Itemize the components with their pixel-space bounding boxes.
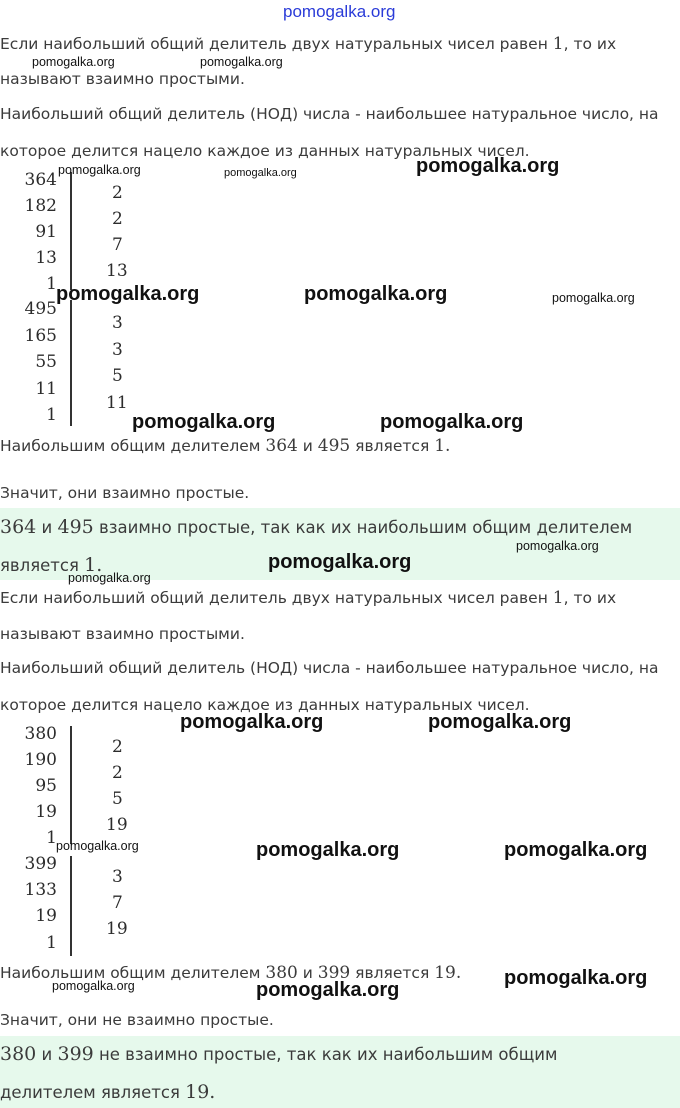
definition-line-2: называют взаимно простыми. <box>0 70 245 88</box>
answer-box <box>0 1036 680 1108</box>
watermark: pomogalka.org <box>224 167 297 179</box>
factor-left: 1 <box>46 274 57 294</box>
factor-left: 91 <box>35 222 57 242</box>
factor-right: 7 <box>112 235 123 255</box>
definition-line-2: называют взаимно простыми. <box>0 625 245 643</box>
definition-line-1: Если наибольший общий делитель двух натуральных чисел равен 1, то их <box>0 34 617 54</box>
site-header-link[interactable]: pomogalka.org <box>283 2 396 21</box>
definition-line-1: Если наибольший общий делитель двух натуральных чисел равен 1, то их <box>0 588 617 608</box>
factor-left: 95 <box>35 776 57 796</box>
watermark: pomogalka.org <box>56 839 139 853</box>
factor-left: 182 <box>24 196 57 216</box>
factor-right: 11 <box>106 393 128 413</box>
watermark: pomogalka.org <box>516 539 599 553</box>
gcd-definition-line-2: которое делится нацело каждое из данных натуральных чисел. <box>0 142 530 160</box>
factor-right: 19 <box>106 815 128 835</box>
factor-left: 399 <box>24 854 57 874</box>
watermark: pomogalka.org <box>268 551 412 573</box>
factor-divider <box>70 300 72 426</box>
factor-right: 2 <box>112 737 123 757</box>
watermark: pomogalka.org <box>56 283 200 305</box>
gcd-result: Наибольшим общим делителем 380 и 399 является 19. <box>0 963 462 983</box>
factor-divider <box>70 172 72 290</box>
conclusion: Значит, они не взаимно простые. <box>0 1011 274 1029</box>
answer-line-1: 380 и 399 не взаимно простые, так как их наибольшим общим <box>0 1043 558 1065</box>
factor-right: 5 <box>112 789 123 809</box>
factor-left: 364 <box>24 170 57 190</box>
factor-left: 55 <box>35 352 57 372</box>
watermark: pomogalka.org <box>52 979 135 993</box>
factor-left: 11 <box>35 379 57 399</box>
factor-left: 13 <box>35 248 57 268</box>
factor-divider <box>70 726 72 844</box>
watermark: pomogalka.org <box>256 979 400 1001</box>
watermark: pomogalka.org <box>552 291 635 305</box>
watermark: pomogalka.org <box>504 839 648 861</box>
gcd-result: Наибольшим общим делителем 364 и 495 является 1. <box>0 436 451 456</box>
watermark: pomogalka.org <box>180 711 324 733</box>
factor-right: 7 <box>112 893 123 913</box>
answer-line-2: делителем является 19. <box>0 1081 216 1103</box>
factor-right: 3 <box>112 313 123 333</box>
watermark: pomogalka.org <box>304 283 448 305</box>
factor-right: 3 <box>112 867 123 887</box>
watermark: pomogalka.org <box>380 411 524 433</box>
factor-divider <box>70 856 72 956</box>
gcd-definition-line-1: Наибольший общий делитель (НОД) числа - наибольшее натуральное число, на <box>0 105 659 123</box>
factor-left: 1 <box>46 933 57 953</box>
gcd-definition-line-2: которое делится нацело каждое из данных натуральных чисел. <box>0 696 530 714</box>
watermark: pomogalka.org <box>200 55 283 69</box>
factor-right: 13 <box>106 261 128 281</box>
factor-left: 495 <box>24 299 57 319</box>
watermark: pomogalka.org <box>504 967 648 989</box>
watermark: pomogalka.org <box>68 571 151 585</box>
factor-left: 165 <box>24 326 57 346</box>
watermark: pomogalka.org <box>32 55 115 69</box>
factor-right: 2 <box>112 209 123 229</box>
factor-right: 5 <box>112 366 123 386</box>
factor-left: 133 <box>24 880 57 900</box>
factor-left: 1 <box>46 405 57 425</box>
factor-left: 19 <box>35 802 57 822</box>
factor-left: 380 <box>24 724 57 744</box>
watermark: pomogalka.org <box>132 411 276 433</box>
watermark: pomogalka.org <box>428 711 572 733</box>
watermark: pomogalka.org <box>416 155 560 177</box>
factor-left: 1 <box>46 828 57 848</box>
factor-left: 190 <box>24 750 57 770</box>
factor-right: 2 <box>112 183 123 203</box>
factor-right: 19 <box>106 919 128 939</box>
gcd-definition-line-1: Наибольший общий делитель (НОД) числа - наибольшее натуральное число, на <box>0 659 659 677</box>
watermark: pomogalka.org <box>58 163 141 177</box>
answer-line-2: является 1. <box>0 554 103 576</box>
factor-right: 3 <box>112 340 123 360</box>
factor-left: 19 <box>35 906 57 926</box>
conclusion: Значит, они взаимно простые. <box>0 484 250 502</box>
factor-right: 2 <box>112 763 123 783</box>
answer-line-1: 364 и 495 взаимно простые, так как их наибольшим общим делителем <box>0 516 633 538</box>
watermark: pomogalka.org <box>256 839 400 861</box>
